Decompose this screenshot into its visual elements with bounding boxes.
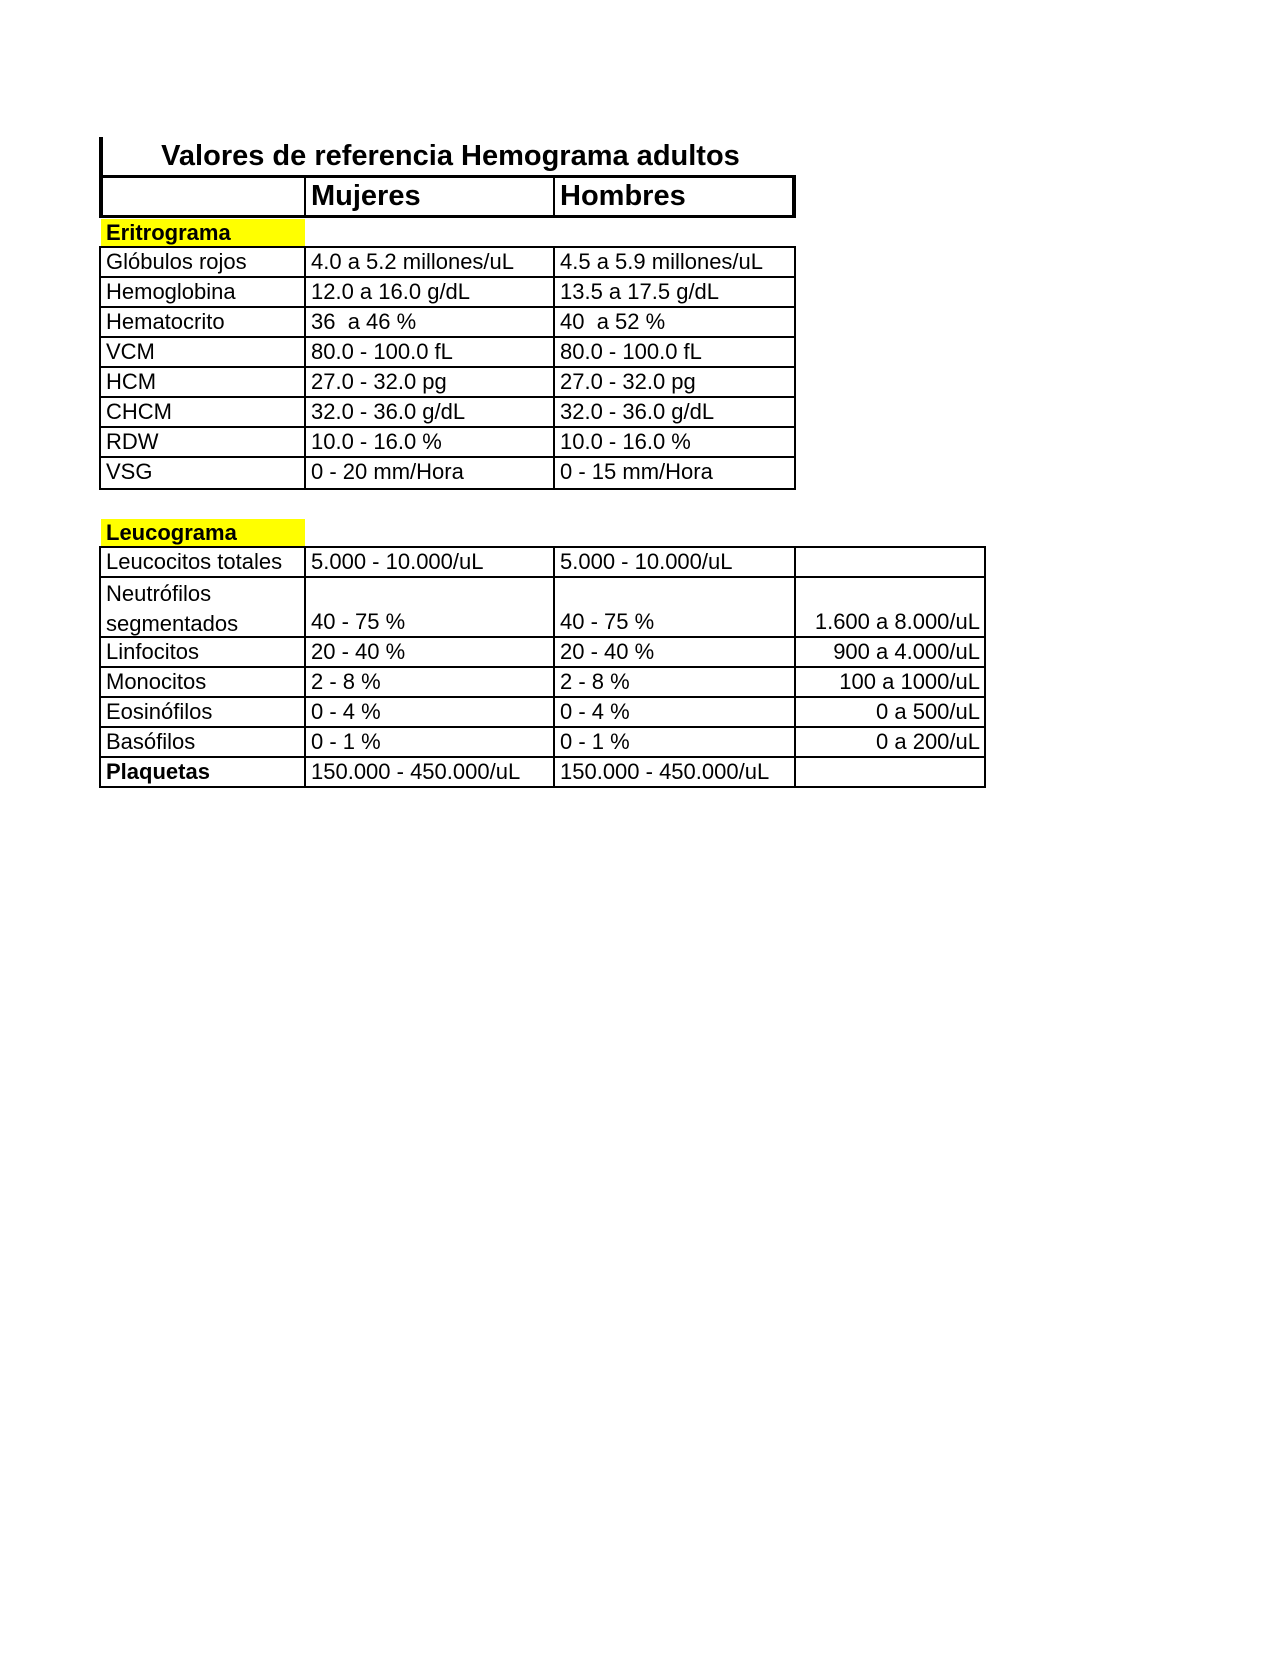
- table-cell-hombres: 5.000 - 10.000/uL: [553, 546, 796, 578]
- table-row-label: Monocitos: [99, 666, 306, 698]
- table-cell-absoluto: 100 a 1000/uL: [794, 666, 986, 698]
- table-cell-hombres: 2 - 8 %: [553, 666, 796, 698]
- table-cell-mujeres: 40 - 75 %: [304, 576, 555, 638]
- table-cell-hombres: 150.000 - 450.000/uL: [553, 756, 796, 788]
- table-cell-hombres: 10.0 - 16.0 %: [553, 426, 796, 458]
- table-cell-absoluto: [794, 546, 986, 578]
- table-cell-mujeres: 5.000 - 10.000/uL: [304, 546, 555, 578]
- table-cell-absoluto: 0 a 500/uL: [794, 696, 986, 728]
- table-cell-hombres: 0 - 4 %: [553, 696, 796, 728]
- table-cell-absoluto: [794, 756, 986, 788]
- table-row-label: HCM: [99, 366, 306, 398]
- column-header-mujeres: Mujeres: [304, 175, 555, 218]
- table-cell-absoluto: 900 a 4.000/uL: [794, 636, 986, 668]
- table-cell-absoluto: 0 a 200/uL: [794, 726, 986, 758]
- table-row-label: VCM: [99, 336, 306, 368]
- table-cell-absoluto: 1.600 a 8.000/uL: [794, 576, 986, 638]
- table-row-label: Glóbulos rojos: [99, 246, 306, 278]
- column-header-hombres: Hombres: [553, 175, 796, 218]
- table-cell-mujeres: 20 - 40 %: [304, 636, 555, 668]
- table-cell-mujeres: 10.0 - 16.0 %: [304, 426, 555, 458]
- table-row-label: Eosinófilos: [99, 696, 306, 728]
- table-cell-hombres: 80.0 - 100.0 fL: [553, 336, 796, 368]
- table-cell-mujeres: 2 - 8 %: [304, 666, 555, 698]
- table-cell-mujeres: 12.0 a 16.0 g/dL: [304, 276, 555, 308]
- header-empty-cell: [99, 175, 306, 218]
- table-row-label: RDW: [99, 426, 306, 458]
- table-cell-hombres: 40 - 75 %: [553, 576, 796, 638]
- section-label-eritrograma: Eritrograma: [101, 219, 305, 246]
- table-cell-mujeres: 32.0 - 36.0 g/dL: [304, 396, 555, 428]
- table-row-label: Neutrófilos segmentados: [99, 576, 306, 638]
- table-cell-hombres: 4.5 a 5.9 millones/uL: [553, 246, 796, 278]
- table-row-label: CHCM: [99, 396, 306, 428]
- table-row-label: Leucocitos totales: [99, 546, 306, 578]
- page-title: Valores de referencia Hemograma adultos: [161, 140, 740, 172]
- table-row-label: Plaquetas: [99, 756, 306, 788]
- table-cell-mujeres: 4.0 a 5.2 millones/uL: [304, 246, 555, 278]
- table-cell-mujeres: 0 - 20 mm/Hora: [304, 456, 555, 490]
- table-cell-mujeres: 150.000 - 450.000/uL: [304, 756, 555, 788]
- table-cell-mujeres: 80.0 - 100.0 fL: [304, 336, 555, 368]
- section-label-leucograma: Leucograma: [101, 519, 305, 546]
- table-cell-hombres: 27.0 - 32.0 pg: [553, 366, 796, 398]
- table-cell-mujeres: 36 a 46 %: [304, 306, 555, 338]
- table-row-label: VSG: [99, 456, 306, 490]
- table-cell-hombres: 32.0 - 36.0 g/dL: [553, 396, 796, 428]
- table-row-label: Basófilos: [99, 726, 306, 758]
- table-cell-hombres: 20 - 40 %: [553, 636, 796, 668]
- table-row-label: Hemoglobina: [99, 276, 306, 308]
- table-cell-mujeres: 27.0 - 32.0 pg: [304, 366, 555, 398]
- table-row-label: Linfocitos: [99, 636, 306, 668]
- table-cell-hombres: 0 - 15 mm/Hora: [553, 456, 796, 490]
- table-cell-mujeres: 0 - 4 %: [304, 696, 555, 728]
- table-cell-mujeres: 0 - 1 %: [304, 726, 555, 758]
- table-cell-hombres: 40 a 52 %: [553, 306, 796, 338]
- table-row-label: Hematocrito: [99, 306, 306, 338]
- table-cell-hombres: 13.5 a 17.5 g/dL: [553, 276, 796, 308]
- table-cell-hombres: 0 - 1 %: [553, 726, 796, 758]
